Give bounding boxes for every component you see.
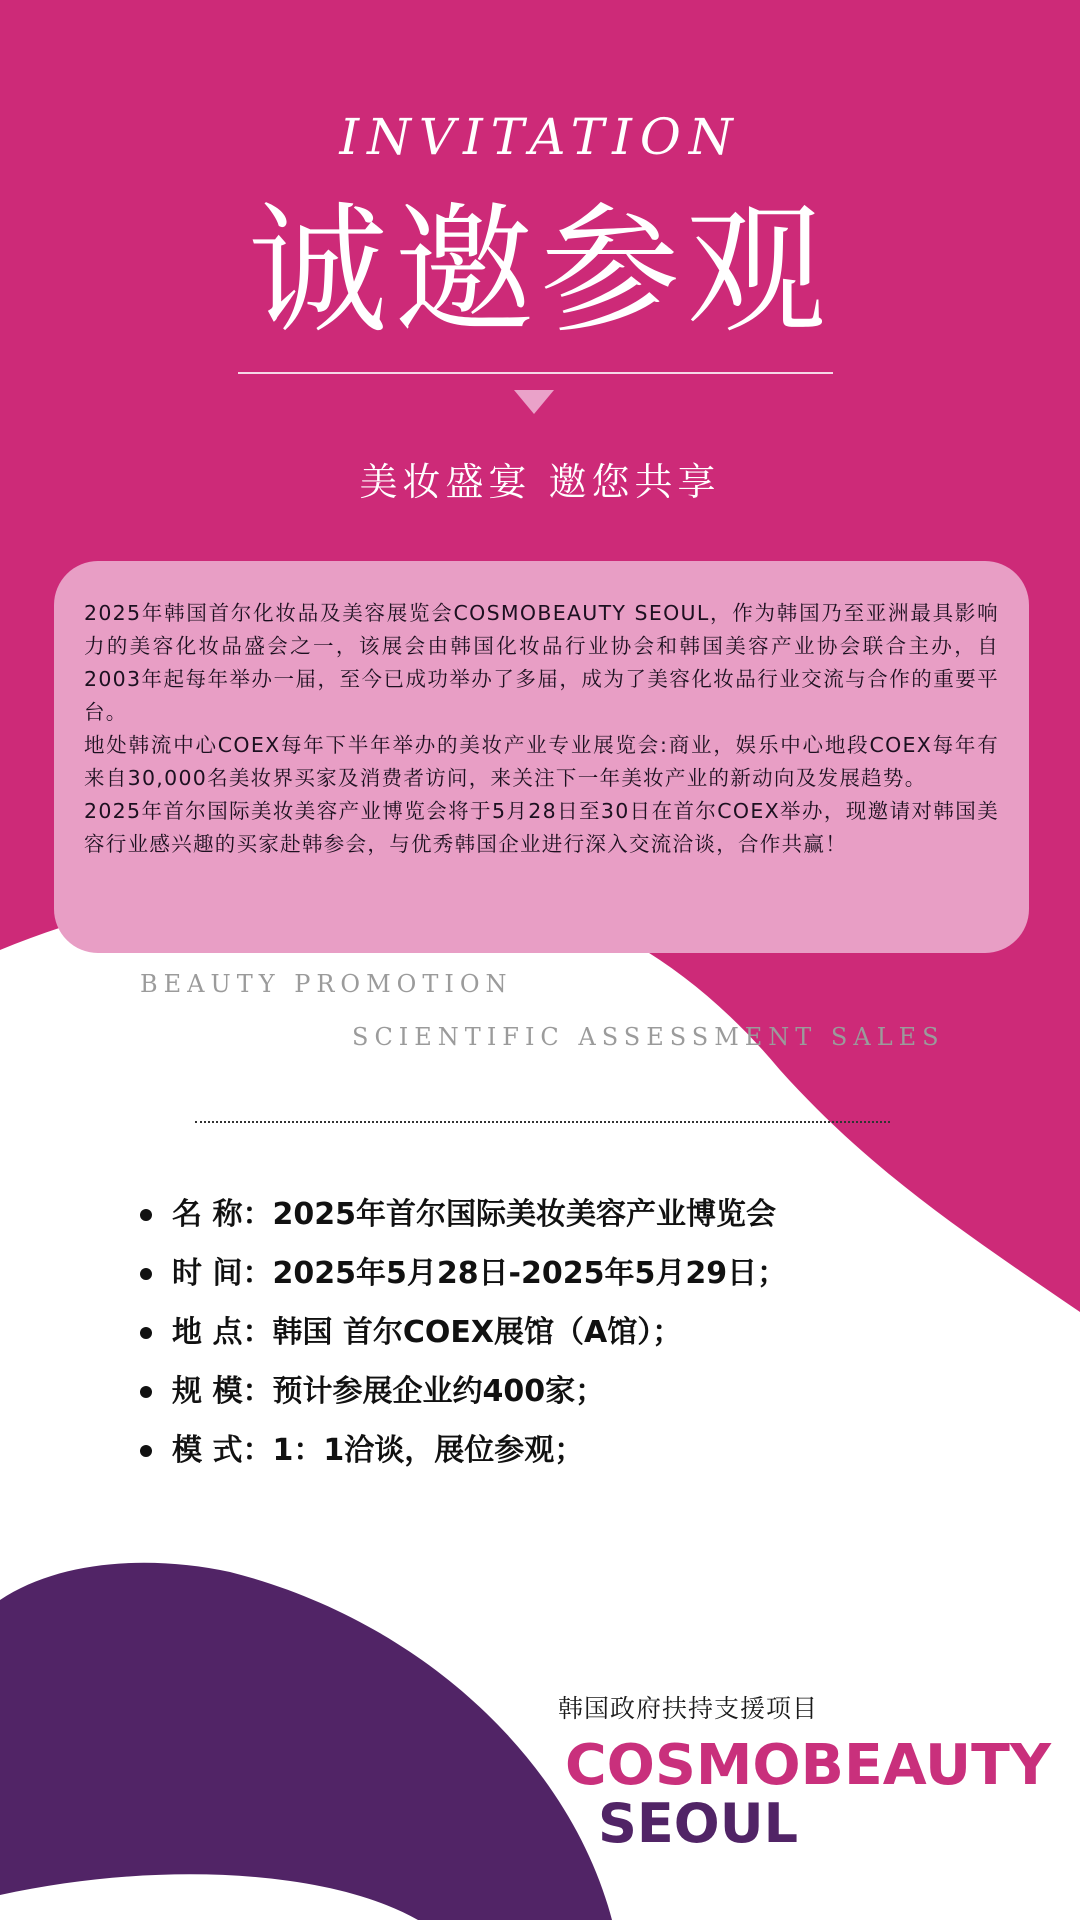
- page-subtitle: 美妆盛宴 邀您共享: [359, 460, 721, 504]
- detail-text: 模 式：1：1洽谈，展位参观；: [172, 1433, 585, 1468]
- bullet-icon: [140, 1327, 152, 1339]
- cosmobeauty-seoul-logo: [563, 1732, 1053, 1847]
- bullet-icon: [140, 1445, 152, 1457]
- intro-paragraph: 地处韩流中心COEX每年下半年举办的美妆产业专业展览会:商业，娱乐中心地段COEX每年有来自30,000名美妆界买家及消费者访问，来关注下一年美妆产业的新动向及发展趋势。: [84, 733, 999, 790]
- government-support-label: 韩国政府扶持支援项目: [558, 1694, 819, 1723]
- detail-text: 规 模：预计参展企业约400家；: [172, 1374, 606, 1409]
- page-title: 诚邀参观: [247, 190, 832, 353]
- bullet-icon: [140, 1386, 152, 1398]
- bullet-icon: [140, 1209, 152, 1221]
- down-triangle-icon: [514, 390, 554, 414]
- detail-scale: [130, 1367, 1030, 1426]
- title-divider: [238, 372, 833, 374]
- detail-mode: [130, 1426, 1030, 1485]
- detail-text: 时 间：2025年5月28日-2025年5月29日；: [172, 1256, 788, 1291]
- bullet-icon: [140, 1268, 152, 1280]
- detail-text: 名 称：2025年首尔国际美妆美容产业博览会: [172, 1197, 776, 1232]
- detail-text: 地 点：韩国 首尔COEX展馆（A馆）；: [172, 1315, 683, 1350]
- tagline-scientific-assessment: SCIENTIFIC ASSESSMENT SALES: [352, 1023, 945, 1051]
- intro-card: [54, 561, 1029, 953]
- detail-location: [130, 1308, 1030, 1367]
- invitation-eyebrow: INVITATION: [339, 108, 741, 166]
- detail-name: [130, 1190, 1030, 1249]
- purple-arc-shape: [0, 1563, 612, 1920]
- dotted-divider: [195, 1121, 890, 1123]
- detail-time: [130, 1249, 1030, 1308]
- intro-paragraph: 2025年首尔国际美妆美容产业博览会将于5月28日至30日在首尔COEX举办，现邀请对韩国美容行业感兴趣的买家赴韩参会，与优秀韩国企业进行深入交流洽谈，合作共赢！: [84, 799, 999, 856]
- intro-paragraph: 2025年韩国首尔化妆品及美容展览会COSMOBEAUTY SEOUL，作为韩国乃至亚洲最具影响力的美容化妆品盛会之一，该展会由韩国化妆品行业协会和韩国美容产业协会联合主办，自2003年起每年举办一届，至今已成功举办了多届，成为了美容化妆品行业交流与合作的重要平台。: [84, 601, 999, 724]
- logo-line-1: COSMOBEAUTY: [565, 1733, 1053, 1798]
- event-details-list: [130, 1190, 1030, 1485]
- tagline-beauty-promotion: BEAUTY PROMOTION: [140, 970, 513, 998]
- logo-line-2: SEOUL: [598, 1792, 798, 1847]
